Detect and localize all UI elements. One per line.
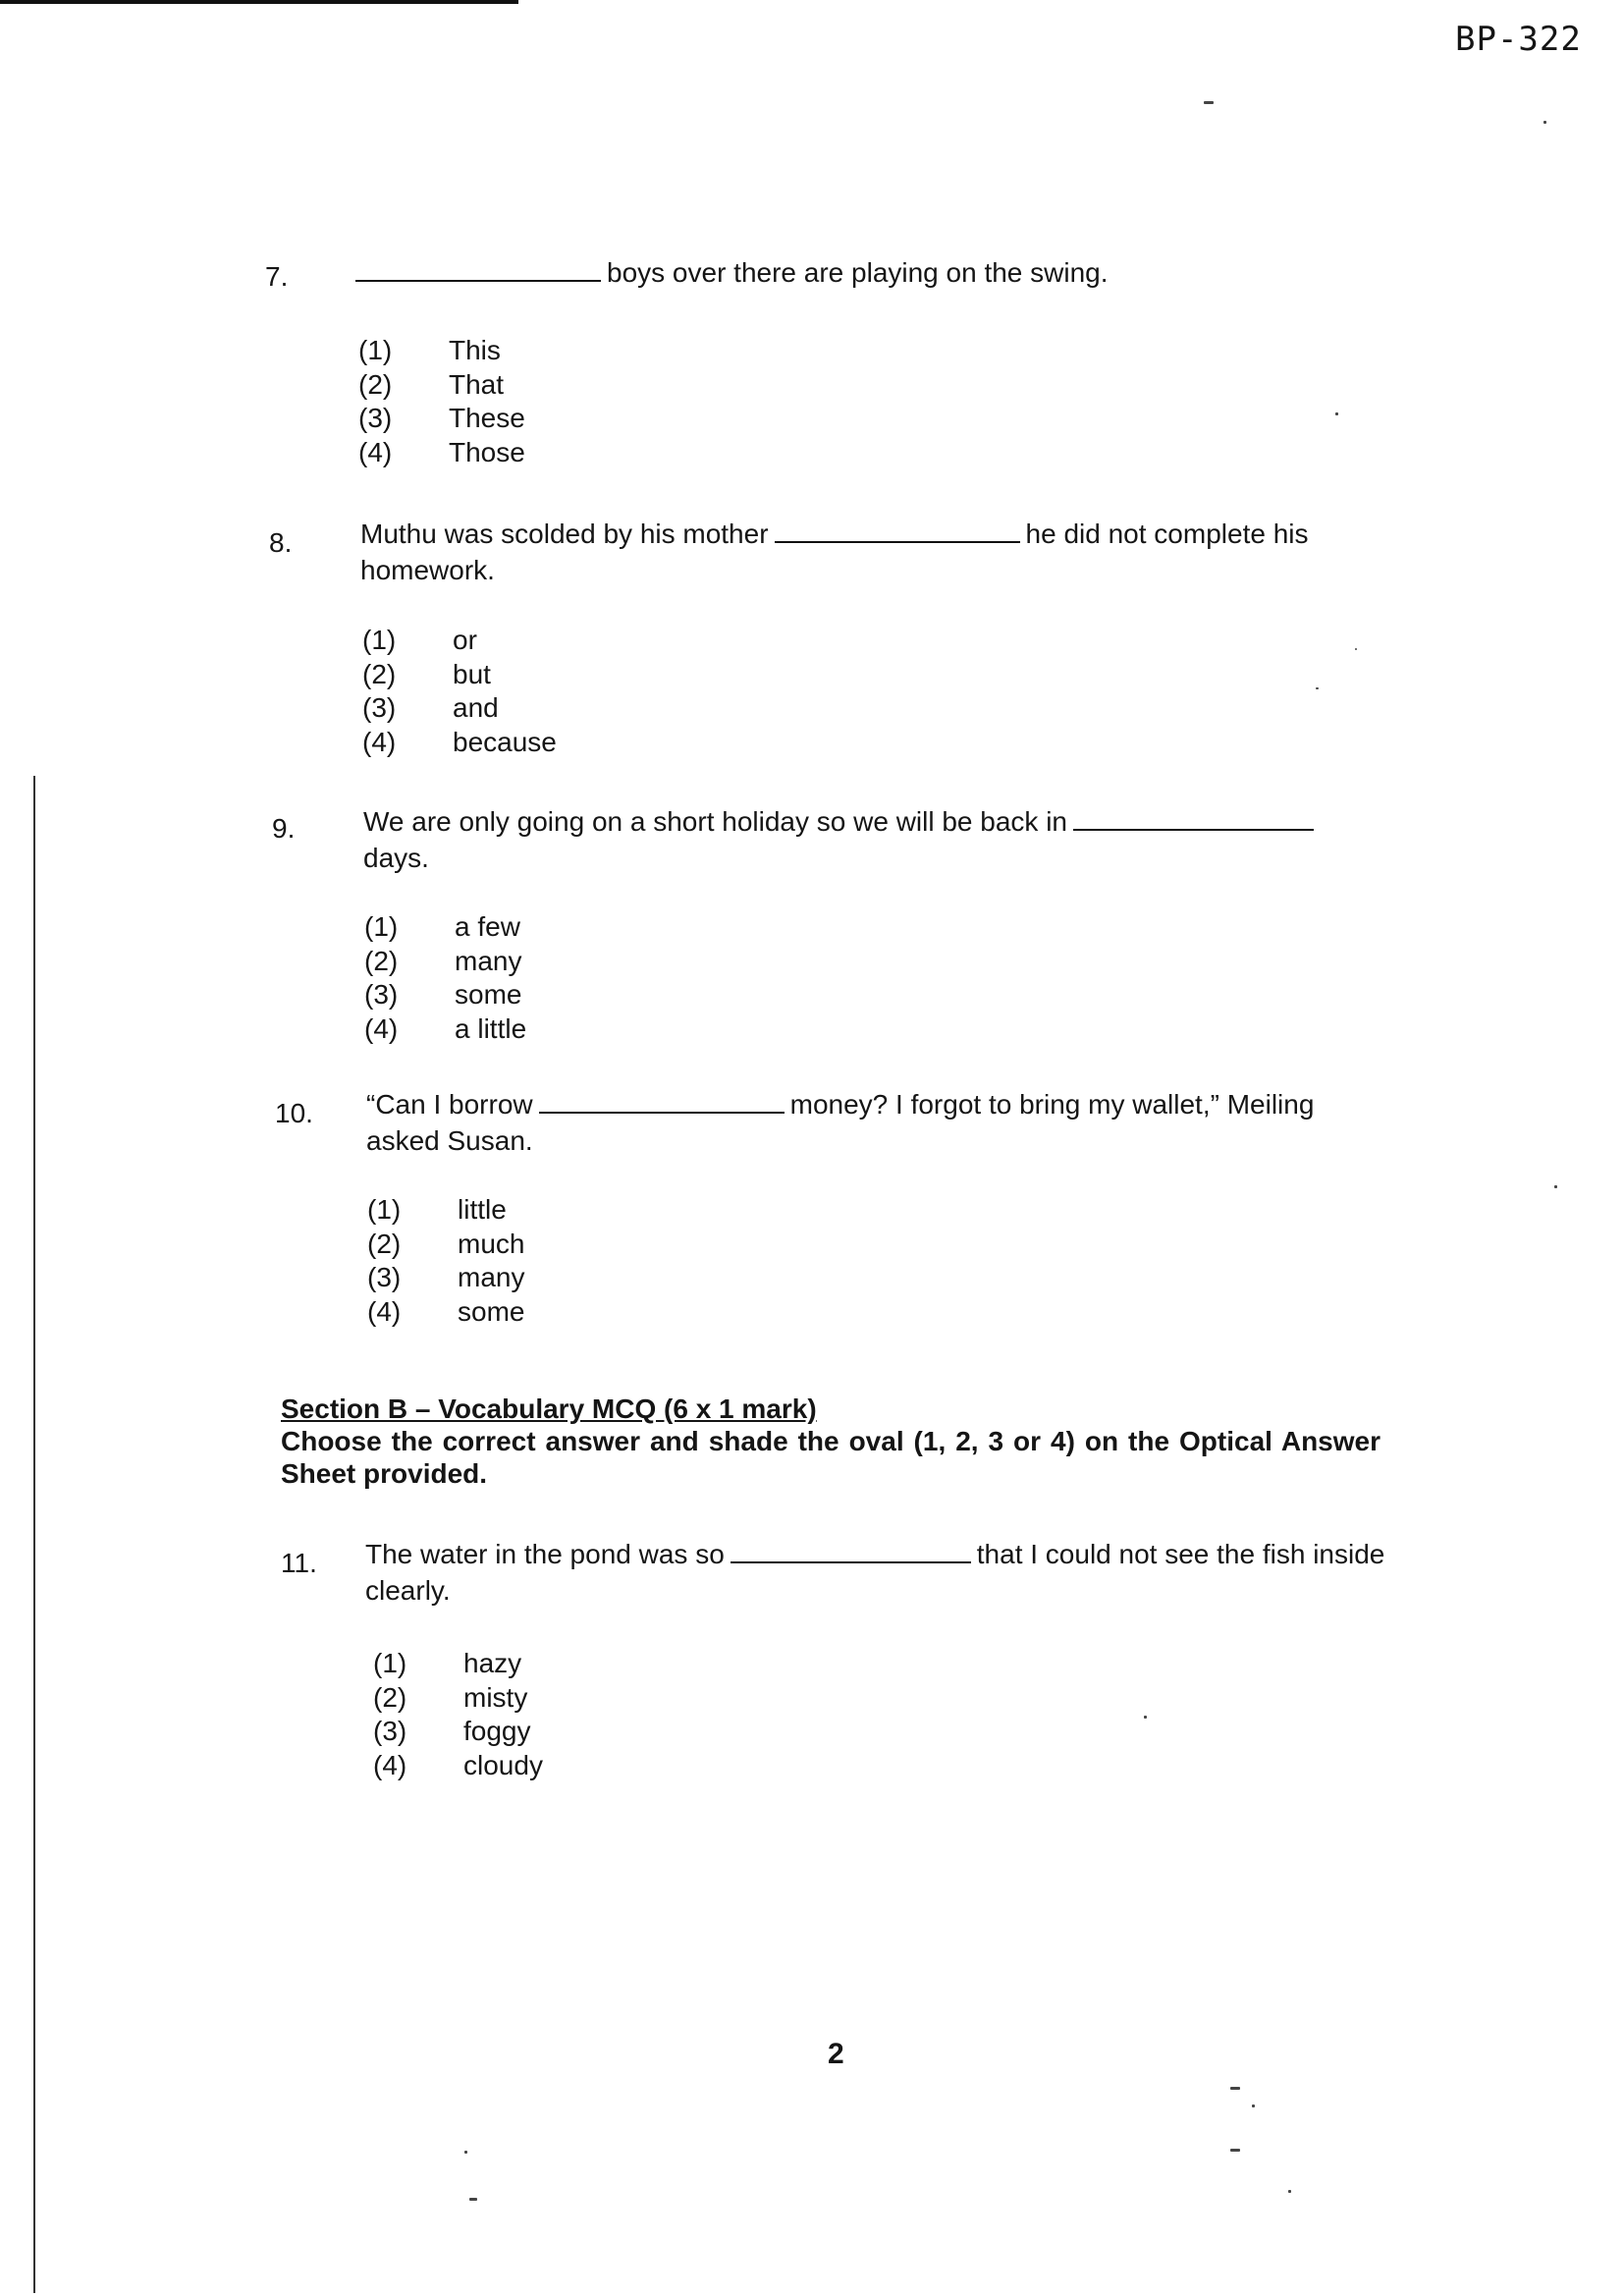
option-label: many: [458, 1262, 525, 1292]
scan-speck: [1554, 1185, 1557, 1188]
question-text-after: money? I forgot to bring my wallet,” Meiling asked Susan.: [366, 1089, 1315, 1156]
option-label: and: [453, 692, 499, 723]
option-label: hazy: [463, 1648, 522, 1678]
section-instructions: Choose the correct answer and shade the oval (1, 2, 3 or 4) on the Optical Answer Sheet provided.: [281, 1426, 1380, 1489]
option-number: (1): [358, 335, 393, 365]
top-rule: [0, 0, 518, 4]
option: [373, 1682, 543, 1717]
option: [367, 1262, 524, 1296]
option: [362, 727, 557, 761]
options-list: [373, 1648, 543, 1783]
option-label: but: [453, 658, 491, 689]
question-text-before: “Can I borrow: [366, 1089, 533, 1120]
scan-speck: [1316, 687, 1319, 689]
option: [364, 1013, 526, 1048]
option: [364, 979, 526, 1013]
option: [362, 692, 557, 727]
scan-speck: [1543, 121, 1546, 124]
question-text: [366, 1086, 1387, 1159]
option: [358, 403, 525, 437]
option-number: (4): [367, 1295, 402, 1327]
question-text-after: boys over there are playing on the swing.: [607, 257, 1109, 288]
option-number: (3): [367, 1262, 402, 1292]
option: [364, 946, 526, 980]
option: [364, 911, 526, 946]
question-text: [360, 516, 1372, 588]
option-label: That: [449, 368, 505, 400]
option-number: (2): [367, 1228, 402, 1259]
option-label: cloudy: [463, 1749, 543, 1780]
option-label: many: [455, 945, 522, 976]
page-number: 2: [828, 2038, 844, 2070]
option-number: (2): [373, 1681, 407, 1713]
option-label: a few: [455, 911, 520, 942]
options-list: [362, 625, 557, 760]
answer-blank: [731, 1536, 971, 1563]
question-text: [365, 1536, 1386, 1609]
question-number: 11.: [281, 1548, 317, 1578]
question-text-after: he did not complete his homework.: [360, 519, 1309, 585]
option: [367, 1296, 524, 1331]
scan-speck: [1230, 2087, 1240, 2090]
option-label: much: [458, 1228, 525, 1259]
option-label: little: [458, 1194, 507, 1225]
option-number: (1): [362, 625, 397, 655]
option-number: (2): [358, 368, 393, 400]
option-number: (4): [358, 436, 393, 467]
scan-speck: [1144, 1716, 1147, 1719]
answer-blank: [1073, 803, 1314, 831]
page-code: BP-322: [1455, 20, 1582, 59]
option-number: (4): [364, 1012, 399, 1044]
option-number: (1): [367, 1194, 402, 1225]
option-label: or: [453, 625, 477, 655]
question-number: 7.: [265, 261, 289, 292]
option: [358, 335, 525, 369]
scan-speck: [464, 2151, 467, 2154]
option-number: (1): [373, 1648, 407, 1678]
scan-speck: [1252, 2105, 1255, 2107]
option-number: (3): [362, 692, 397, 723]
question-number: 9.: [272, 813, 296, 844]
option-number: (4): [362, 726, 397, 757]
option-label: some: [455, 979, 522, 1010]
answer-blank: [355, 254, 601, 282]
question-text-after: that I could not see the fish inside clearly.: [365, 1539, 1385, 1606]
scan-speck: [469, 2198, 477, 2201]
option-label: Those: [449, 436, 525, 467]
options-list: [367, 1194, 524, 1330]
option-number: (2): [364, 945, 399, 976]
option-label: a little: [455, 1012, 527, 1044]
option-number: (3): [364, 979, 399, 1010]
option-label: foggy: [463, 1716, 531, 1746]
question-text-before: The water in the pond was so: [365, 1539, 725, 1569]
option: [358, 369, 525, 404]
option-number: (3): [373, 1716, 407, 1746]
question-text-before: We are only going on a short holiday so we will be back in: [363, 806, 1067, 837]
question-text: [363, 803, 1380, 876]
option-label: These: [449, 403, 525, 433]
option-number: (1): [364, 911, 399, 942]
option: [373, 1750, 543, 1784]
answer-blank: [539, 1086, 785, 1114]
option-label: because: [453, 726, 557, 757]
option-label: some: [458, 1295, 525, 1327]
left-margin-rule: [33, 776, 35, 2293]
question-text: [355, 254, 1377, 291]
option: [373, 1716, 543, 1750]
option: [367, 1194, 524, 1229]
option-number: (4): [373, 1749, 407, 1780]
scan-speck: [1355, 648, 1357, 650]
scan-speck: [1230, 2149, 1240, 2152]
option: [373, 1648, 543, 1682]
scan-speck: [1335, 412, 1338, 415]
option-label: This: [449, 335, 501, 365]
option-label: misty: [463, 1681, 528, 1713]
option: [358, 437, 525, 471]
answer-blank: [775, 516, 1020, 543]
option-number: (2): [362, 658, 397, 689]
scan-speck: [1204, 101, 1214, 104]
option-number: (3): [358, 403, 393, 433]
question-number: 8.: [269, 527, 293, 558]
options-list: [358, 335, 525, 470]
section-b-heading: [281, 1393, 1380, 1490]
question-number: 10.: [275, 1098, 313, 1128]
options-list: [364, 911, 526, 1047]
option: [367, 1229, 524, 1263]
question-text-before: Muthu was scolded by his mother: [360, 519, 769, 549]
section-title: Section B – Vocabulary MCQ (6 x 1 mark): [281, 1394, 817, 1424]
option: [362, 659, 557, 693]
question-text-after: days.: [363, 843, 429, 873]
scan-speck: [1288, 2190, 1291, 2193]
option: [362, 625, 557, 659]
